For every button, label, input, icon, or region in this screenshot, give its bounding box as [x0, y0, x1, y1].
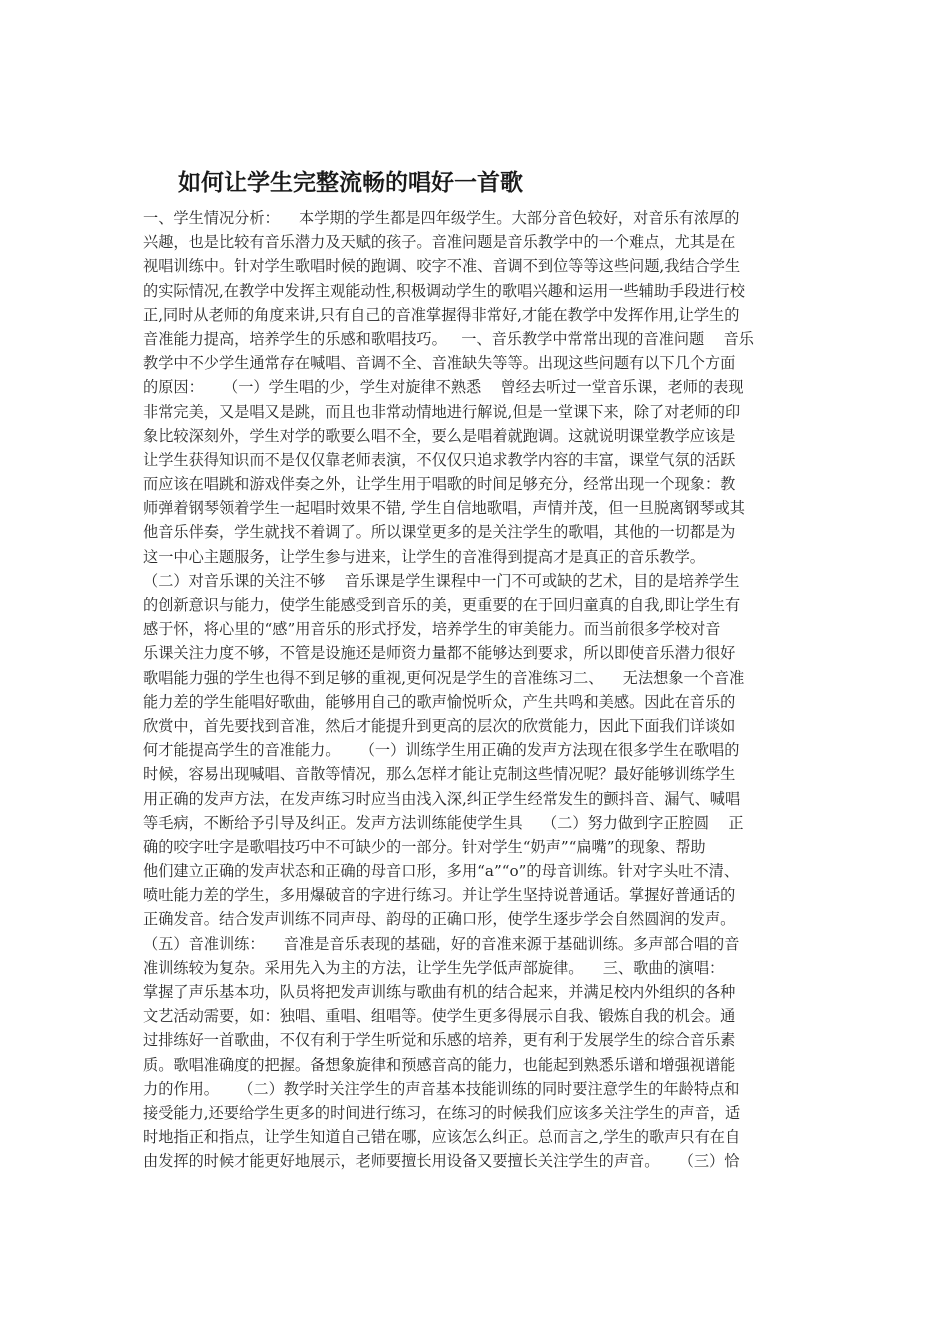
body-text-line: 象比较深刻外，学生对学的歌要么唱不全，要么是唱着就跑调。这就说明课堂教学应该是: [143, 426, 736, 445]
body-text-line: 师弹着钢琴领着学生一起唱时效果不错, 学生自信地歌唱，声情并茂，但一旦脱离钢琴或其: [143, 499, 745, 518]
body-text-line: 让学生获得知识而不是仅仅靠老师表演，不仅仅只追求教学内容的丰富，课堂气氛的活跃: [143, 450, 736, 469]
body-text-line: 兴趣，也是比较有音乐潜力及天赋的孩子。音准问题是音乐教学中的一个难点，尤其是在: [143, 233, 736, 252]
body-text-line: 一、学生情况分析： 本学期的学生都是四年级学生。大部分音色较好，对音乐有浓厚的: [143, 209, 740, 227]
body-text-line: 时地指正和指点，让学生知道自己错在哪，应该怎么纠正。总而言之,学生的歌声只有在自: [143, 1128, 741, 1147]
body-text-line: 质。歌唱准确度的把握。备想象旋律和预感音高的能力，也能起到熟悉乐谱和增强视谱能: [143, 1055, 736, 1074]
body-text-line: 时候，容易出现喊唱、音散等情况，那么怎样才能让克制这些情况呢？最好能够训练学生: [143, 765, 736, 784]
body-text-line: 正确发音。结合发声训练不同声母、韵母的正确口形，使学生逐步学会自然圆润的发声。: [143, 910, 736, 929]
body-text-line: 接受能力,还要给学生更多的时间进行练习，在练习的时候我们应该多关注学生的声音，适: [143, 1103, 741, 1122]
body-text-line: （二）对音乐课的关注不够 音乐课是学生课程中一门不可或缺的艺术，目的是培养学生: [143, 571, 740, 590]
body-text-line: 的原因： （一）学生唱的少，学生对旋律不熟悉 曾经去听过一堂音乐课，老师的表现: [143, 378, 744, 397]
body-text-line: 能力差的学生能唱好歌曲，能够用自己的歌声愉悦听众，产生共鸣和美感。因此在音乐的: [143, 692, 736, 711]
body-text-line: 何才能提高学生的音准能力。 （一）训练学生用正确的发声方法现在很多学生在歌唱的: [143, 741, 740, 760]
body-text-line: 他们建立正确的发声状态和正确的母音口形，多用“a”“o”的母音训练。针对字头吐不清、: [143, 862, 740, 881]
body-text-line: 教学中不少学生通常存在喊唱、音调不全、音准缺失等等。出现这些问题有以下几个方面: [143, 354, 736, 373]
body-text-line: 音准能力提高，培养学生的乐感和歌唱技巧。 一、音乐教学中常常出现的音准问题 音乐: [143, 329, 754, 348]
body-text-line: 的创新意识与能力，使学生能感受到音乐的美，更重要的在于回归童真的自我,即让学生有: [143, 596, 741, 614]
body-text-line: （五）音准训练： 音准是音乐表现的基础，好的音准来源于基础训练。多声部合唱的音: [143, 934, 740, 953]
body-text-line: 而应该在唱跳和游戏伴奏之外，让学生用于唱歌的时间足够充分，经常出现一个现象：教: [143, 475, 736, 494]
body-text-line: 正,同时从老师的角度来讲,只有自己的音准掌握得非常好,才能在教学中发挥作用,让学生的: [143, 305, 740, 324]
document-title: 如何让学生完整流畅的唱好一首歌: [178, 170, 523, 196]
body-text-line: 乐课关注力度不够，不管是设施还是师资力量都不能够达到要求，所以即使音乐潜力很好: [143, 644, 736, 663]
body-text-line: 过排练好一首歌曲，不仅有利于学生听觉和乐感的培养，更有利于发展学生的综合音乐素: [143, 1031, 736, 1050]
body-text-line: 文艺活动需要，如：独唱、重唱、组唱等。使学生更多得展示自我、锻炼自我的机会。通: [143, 1007, 736, 1026]
body-text-line: 准训练较为复杂。采用先入为主的方法，让学生先学低声部旋律。 三、歌曲的演唱：: [143, 958, 725, 977]
body-text-line: 他音乐伴奏，学生就找不着调了。所以课堂更多的是关注学生的歌唱，其他的一切都是为: [143, 523, 736, 542]
body-text-line: 的实际情况,在教学中发挥主观能动性,积极调动学生的歌唱兴趣和运用一些辅助手段进行校: [143, 281, 745, 300]
body-text-line: 力的作用。 （二）教学时关注学生的声音基本技能训练的同时要注意学生的年龄特点和: [143, 1079, 740, 1098]
body-text-line: 歌唱能力强的学生也得不到足够的重视,更何况是学生的音准练习二、 无法想象一个音准: [143, 668, 745, 687]
body-text-line: 非常完美，又是唱又是跳，而且也非常动情地进行解说,但是一堂课下来，除了对老师的印: [143, 402, 741, 421]
body-text-line: 等毛病，不断给予引导及纠正。发声方法训练能使学生具 （二）努力做到字正腔圆 正: [143, 813, 744, 832]
body-text-line: 确的咬字吐字是歌唱技巧中不可缺少的一部分。针对学生“奶声”“扁嘴”的现象、帮助: [143, 837, 706, 856]
body-text-line: 视唱训练中。针对学生歌唱时候的跑调、咬字不准、音调不到位等等这些问题,我结合学生: [143, 257, 741, 276]
body-text-line: 由发挥的时候才能更好地展示，老师要擅长用设备又要擅长关注学生的声音。 （三）恰: [143, 1152, 740, 1171]
body-text-line: 喷吐能力差的学生，多用爆破音的字进行练习。并让学生坚持说普通话。掌握好普通话的: [143, 886, 736, 905]
body-text-line: 掌握了声乐基本功，队员将把发声训练与歌曲有机的结合起来，并满足校内外组织的各种: [143, 983, 736, 1001]
body-text-line: 感于怀，将心里的“感”用音乐的形式抒发，培养学生的审美能力。而当前很多学校对音: [143, 620, 721, 639]
body-text-line: 这一中心主题服务，让学生参与进来，让学生的音准得到提高才是真正的音乐教学。: [143, 547, 705, 566]
document-body: [143, 206, 808, 1174]
body-text-line: 欣赏中，首先要找到音准，然后才能提升到更高的层次的欣赏能力，因此下面我们详谈如: [143, 716, 736, 735]
body-text-line: 用正确的发声方法，在发声练习时应当由浅入深,纠正学生经常发生的颤抖音、漏气、喊唱: [143, 789, 741, 808]
